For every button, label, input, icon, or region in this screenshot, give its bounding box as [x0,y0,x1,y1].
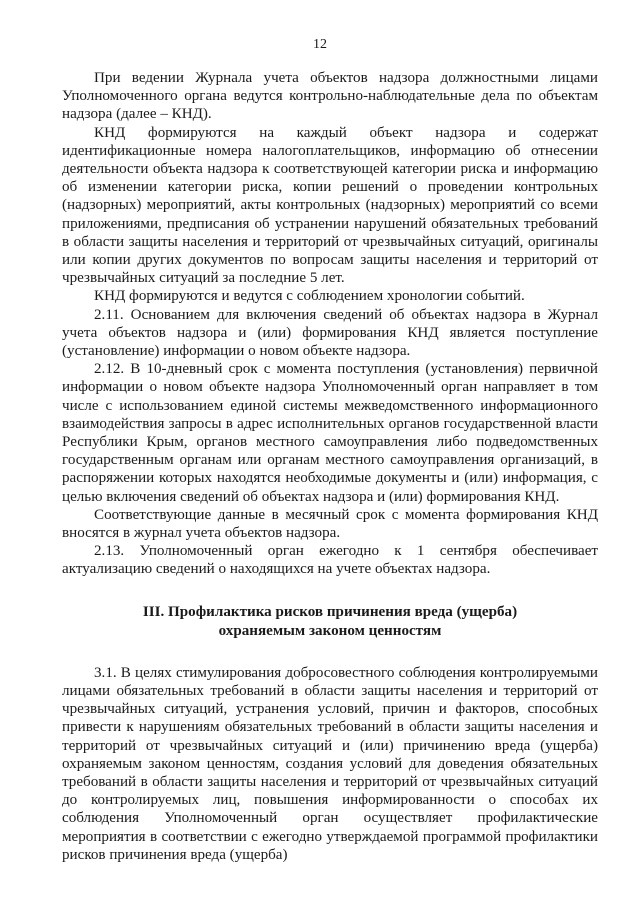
paragraph-knd-chronology: КНД формируются и ведутся с соблюдением хронологии событий. [94,288,525,305]
section-heading [62,603,598,641]
paragraph-knd-contents: КНД формируются на каждый объект надзора и содержат идентификационные номера налогоплательщиков, информацию об отнесении деятельности объекта надзора к соответствующей категории риска и информацию об изменении категории риска, копии решений о проведении контрольных (надзорных) мероприятий, акты контрольных (надзорных) мероприятий со всеми приложениями, предписания об устранении нарушений обязательных требований в области защиты населения и территорий от чрезвычайных ситуаций, оригиналы или копии других документов по вопросам защиты населения и территорий от чрезвычайных ситуаций за последние 5 лет. [62,124,598,287]
paragraph-2-13: 2.13. Уполномоченный орган ежегодно к 1 сентября обеспечивает актуализацию сведений о находящихся на учете объектах надзора. [62,543,598,578]
paragraph-3-1: 3.1. В целях стимулирования добросовестного соблюдения контролируемыми лицами обязательных требований в области защиты населения и территорий от чрезвычайных ситуаций, устранения условий, причин и факторов, способных привести к нарушениям обязательных требований в области защиты населения и территорий от чрезвычайных ситуаций и (или) причинению вреда (ущерба) охраняемым законом ценностям, создания условий для доведения обязательных требований в области защиты населения и территорий от чрезвычайных ситуаций до контролируемых лиц, повышения информированности о способах их соблюдения Уполномоченный орган осуществляет профилактические мероприятия в соответствии с ежегодно утверждаемой программой профилактики рисков причинения вреда (ущерба) [62,664,598,863]
paragraph-monthly-data: Соответствующие данные в месячный срок с момента формирования КНД вносятся в журнал учета объектов надзора. [62,506,598,542]
paragraph-2-12: 2.12. В 10-дневный срок с момента поступления (установления) первичной информации о новом объекте надзора Уполномоченный орган направляет в том числе с использованием единой системы межведомственного информационного взаимодействия запросы в адрес исполнительных органов государственной власти Республики Крым, органов местного самоуправления либо подведомственных государственным органам или органам местного самоуправления организаций, в распоряжении которых находятся необходимые документы и (или) информация, с целью включения сведений об объектах надзора и (или) формирования КНД. [62,361,598,505]
paragraph-journal-knd: При ведении Журнала учета объектов надзора должностными лицами Уполномоченного органа ведутся контрольно-наблюдательные дела по объектам надзора (далее – КНД). [62,70,598,123]
document-body [62,69,598,864]
paragraph-2-11: 2.11. Основанием для включения сведений об объектах надзора в Журнал учета объектов надзора и (или) формирования КНД является поступление (установление) информации о новом объекте надзора. [62,306,598,360]
section-heading-line-1: III. Профилактика рисков причинения вреда (ущерба) [142,603,518,620]
page-number: 12 [313,37,327,52]
section-heading-line-2: охраняемым законом ценностям [218,622,442,639]
